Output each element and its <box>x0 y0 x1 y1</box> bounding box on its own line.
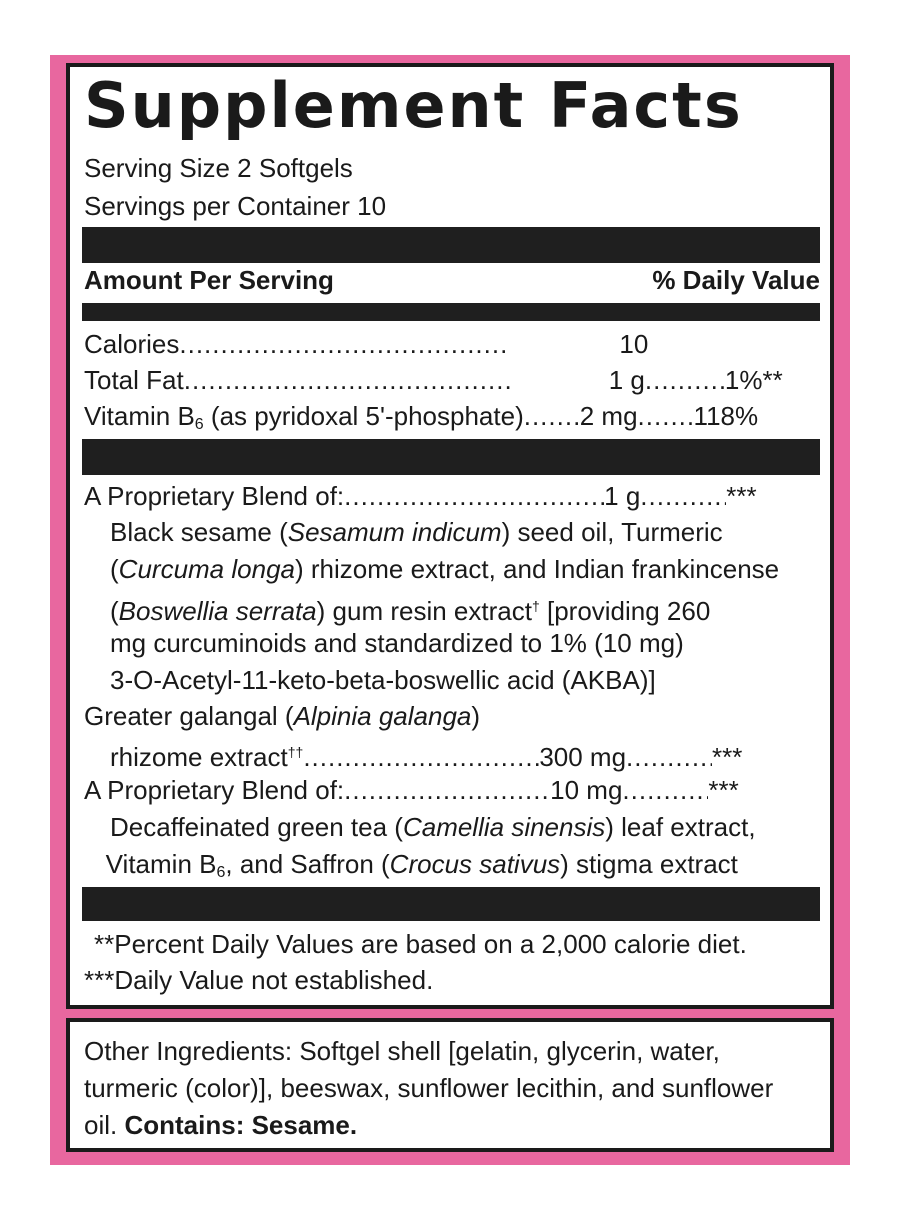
blend2-line-2: Vitamin $B_6$, and Saffron (Crocus sativus) stigma extract <box>105 849 738 881</box>
nutrient-name: Total Fat <box>84 365 184 395</box>
blend-row-1 <box>84 481 820 511</box>
other-ingredients-line-1: Other Ingredients: Softgel shell [gelatin, glycerin, water, <box>84 1036 720 1066</box>
footnote-percent-dv: **Percent Daily Values are based on a 2,000 calorie diet. <box>94 929 747 959</box>
blend-dv: *** <box>726 481 757 511</box>
thick-divider-1 <box>82 227 820 263</box>
other-ingredients-line-3: oil. Contains: Sesame. <box>84 1110 358 1140</box>
galangal-dv: *** <box>712 742 743 772</box>
thick-divider-3 <box>82 439 820 475</box>
nutrient-amount: 2 mg <box>579 401 638 431</box>
supplement-facts-panel <box>66 63 834 1009</box>
blend-name: A Proprietary Blend of: <box>84 775 345 805</box>
nutrient-row-total-fat <box>84 365 820 395</box>
galangal-amount: 300 mg <box>539 742 627 772</box>
blend1-line-2: (Curcuma longa) rhizome extract, and Indian frankincense <box>110 554 780 584</box>
nutrient-name: Vitamin $B_6$ (as pyridoxal 5'-phosphate) <box>84 401 524 433</box>
thick-divider-2 <box>82 303 820 321</box>
daily-value-heading: % Daily Value <box>652 265 820 295</box>
blend1-line-1: Black sesame (Sesamum indicum) seed oil, Turmeric <box>110 517 723 547</box>
blend1-line-3: (Boswellia serrata) gum resin extract† [providing 260 <box>110 596 711 626</box>
thick-divider-4 <box>82 887 820 921</box>
nutrient-amount: 10 <box>619 329 649 359</box>
other-ingredients-panel <box>66 1018 834 1152</box>
blend1-line-5: 3-O-Acetyl-11-keto-beta-boswellic acid (AKBA)] <box>110 665 656 695</box>
blend-name: A Proprietary Blend of: <box>84 481 345 511</box>
nutrient-dv: 1%** <box>724 365 783 395</box>
nutrient-name: Calories <box>84 329 180 359</box>
nutrient-row-vitamin-b6 <box>84 401 820 440</box>
blend-amount: 1 g <box>604 481 641 511</box>
galangal-name: rhizome extract†† <box>110 742 304 772</box>
galangal-row <box>110 737 820 772</box>
label-title: Supplement Facts <box>84 69 743 142</box>
amount-per-serving-heading: Amount Per Serving <box>84 265 334 295</box>
allergen-statement: Contains: Sesame. <box>124 1110 358 1140</box>
blend2-line-1: Decaffeinated green tea (Camellia sinensis) leaf extract, <box>110 812 756 842</box>
galangal-line-1: Greater galangal (Alpinia galanga) <box>84 701 481 731</box>
nutrient-amount: 1 g <box>608 365 645 395</box>
blend-row-2 <box>84 775 820 805</box>
blend-dv: *** <box>708 775 739 805</box>
nutrient-dv: 118% <box>693 401 759 431</box>
column-header <box>84 265 820 295</box>
footnote-dv-not-established: ***Daily Value not established. <box>84 965 434 995</box>
blend1-line-4: mg curcuminoids and standardized to 1% (10 mg) <box>110 628 684 658</box>
serving-size: Serving Size 2 Softgels <box>84 153 353 183</box>
other-ingredients-line-2: turmeric (color)], beeswax, sunflower lecithin, and sunflower <box>84 1073 774 1103</box>
blend-amount: 10 mg <box>550 775 623 805</box>
servings-per-container: Servings per Container 10 <box>84 191 387 221</box>
nutrient-row-calories <box>84 329 820 359</box>
